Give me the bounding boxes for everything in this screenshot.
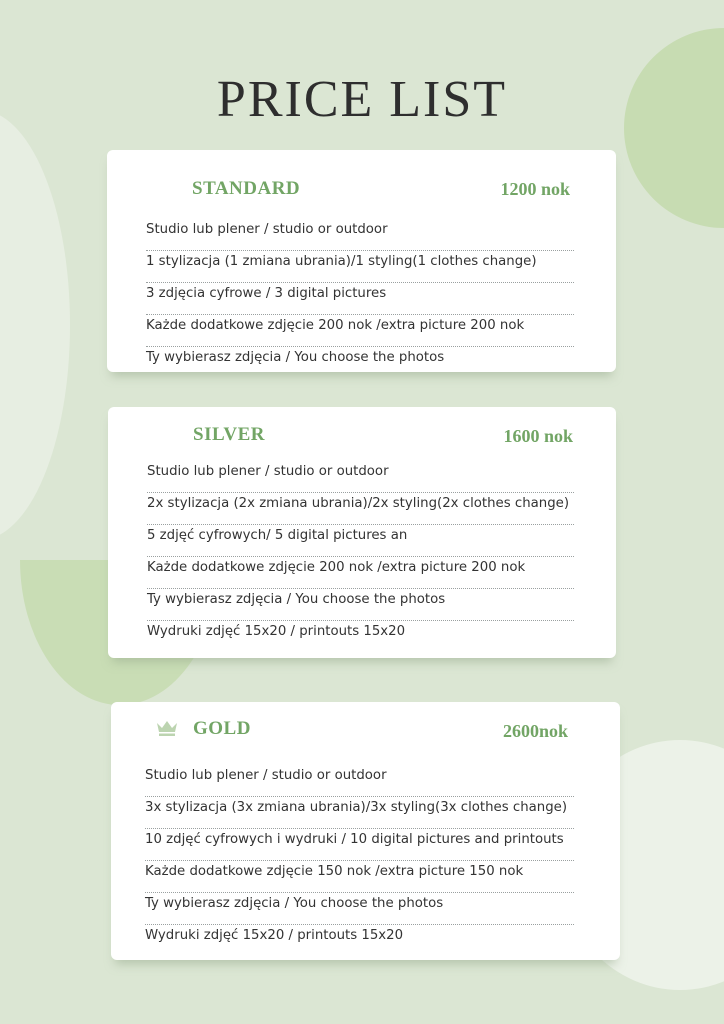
decorative-circle [0, 110, 70, 540]
package-price: 1200 nok [500, 179, 570, 199]
feature-list [146, 219, 574, 379]
package-name: SILVER [193, 424, 266, 445]
feature-item: Wydruki zdjęć 15x20 / printouts 15x20 [145, 928, 404, 943]
package-price: 1600 nok [503, 426, 573, 446]
feature-item: Każde dodatkowe zdjęcie 200 nok /extra picture 200 nok [147, 557, 574, 589]
price-card-silver [108, 407, 616, 658]
page-title: PRICE LIST [216, 71, 508, 128]
feature-item: Wydruki zdjęć 15x20 / printouts 15x20 [147, 624, 406, 639]
feature-item: Każde dodatkowe zdjęcie 200 nok /extra picture 200 nok [146, 315, 574, 347]
price-card-standard [107, 150, 616, 372]
feature-item: Studio lub plener / studio or outdoor [147, 461, 574, 493]
price-card-gold [111, 702, 620, 960]
package-name: GOLD [193, 718, 251, 739]
feature-item: Studio lub plener / studio or outdoor [146, 219, 574, 251]
feature-item: 3 zdjęcia cyfrowe / 3 digital pictures [146, 283, 574, 315]
feature-item: 2x stylizacja (2x zmiana ubrania)/2x styling(2x clothes change) [147, 493, 574, 525]
feature-item: Ty wybierasz zdjęcia / You choose the photos [145, 893, 574, 925]
package-price: 2600nok [502, 721, 568, 741]
feature-item: 10 zdjęć cyfrowych i wydruki / 10 digital pictures and printouts [145, 829, 574, 861]
feature-item: Studio lub plener / studio or outdoor [145, 765, 574, 797]
package-name: STANDARD [192, 178, 301, 199]
feature-list [147, 461, 574, 653]
feature-item: 3x stylizacja (3x zmiana ubrania)/3x styling(3x clothes change) [145, 797, 574, 829]
feature-item: 1 stylizacja (1 zmiana ubrania)/1 styling(1 clothes change) [146, 251, 574, 283]
feature-item: 5 zdjęć cyfrowych/ 5 digital pictures an [147, 525, 574, 557]
crown-icon [155, 719, 179, 737]
feature-item: Każde dodatkowe zdjęcie 150 nok /extra picture 150 nok [145, 861, 574, 893]
feature-item: Ty wybierasz zdjęcia / You choose the photos [147, 589, 574, 621]
feature-list [145, 765, 574, 957]
feature-item: Ty wybierasz zdjęcia / You choose the photos [146, 350, 445, 365]
